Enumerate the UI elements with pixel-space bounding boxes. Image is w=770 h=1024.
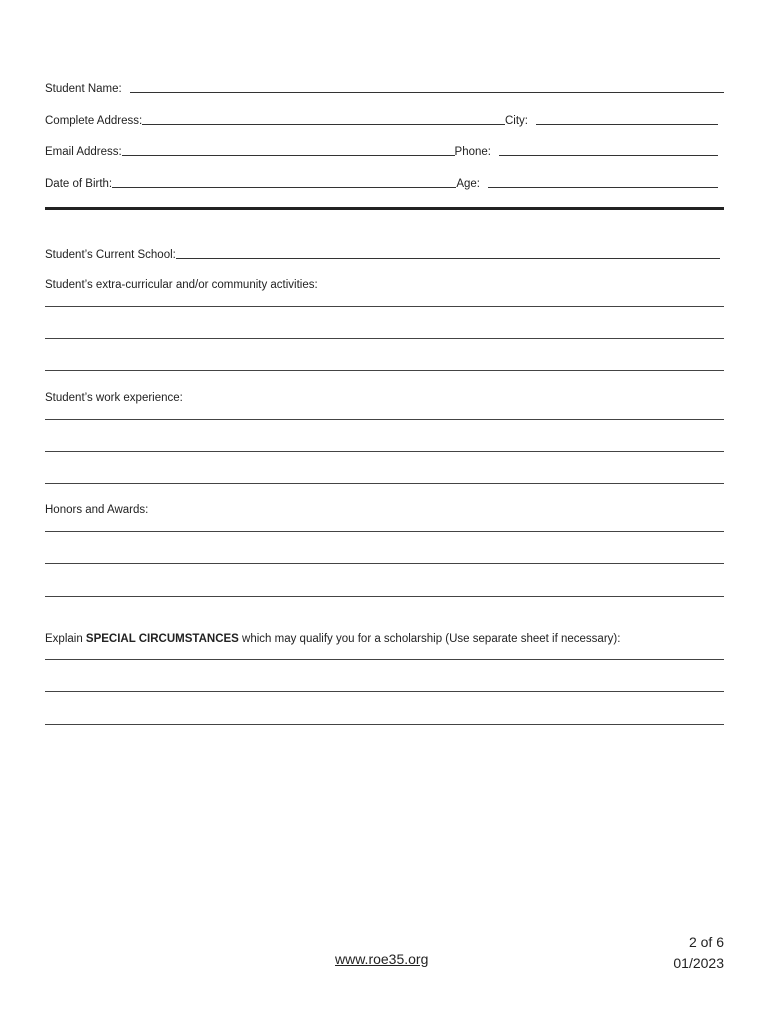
city-label: City:	[505, 115, 528, 127]
special-line-3[interactable]	[45, 724, 724, 725]
age-field[interactable]	[488, 187, 718, 188]
work-line-2[interactable]	[45, 451, 724, 452]
phone-field[interactable]	[499, 155, 718, 156]
address-row	[45, 111, 724, 127]
activities-line-1[interactable]	[45, 306, 724, 307]
special-suffix: which may qualify you for a scholarship (Use separate sheet if necessary):	[238, 633, 621, 645]
work-label: Student’s work experience:	[45, 392, 183, 404]
address-label: Complete Address:	[45, 115, 143, 127]
phone-label: Phone:	[454, 146, 491, 158]
school-row	[45, 245, 720, 261]
activities-line-3[interactable]	[45, 370, 724, 371]
activities-label: Student’s extra-curricular and/or community activities:	[45, 279, 318, 291]
student-name-field[interactable]	[130, 92, 724, 93]
honors-line-1[interactable]	[45, 531, 724, 532]
section-divider	[45, 207, 724, 210]
dob-field[interactable]	[112, 187, 456, 188]
special-bold: SPECIAL CIRCUMSTANCES	[85, 633, 239, 645]
school-field[interactable]	[176, 258, 720, 259]
student-name-row	[45, 79, 724, 95]
age-label: Age:	[456, 178, 480, 190]
address-field[interactable]	[142, 124, 505, 125]
revision-date: 01/2023	[673, 955, 724, 971]
dob-label: Date of Birth:	[45, 178, 113, 190]
page-info	[673, 932, 724, 974]
dob-row	[45, 174, 724, 190]
activities-line-2[interactable]	[45, 338, 724, 339]
school-label: Student’s Current School:	[45, 249, 176, 261]
website-link[interactable]: www.roe35.org	[335, 951, 429, 967]
special-prefix: Explain	[45, 633, 86, 645]
honors-line-3[interactable]	[45, 596, 724, 597]
honors-line-2[interactable]	[45, 563, 724, 564]
student-name-label: Student Name:	[45, 83, 122, 95]
work-line-3[interactable]	[45, 483, 724, 484]
special-line-2[interactable]	[45, 691, 724, 692]
special-line-1[interactable]	[45, 659, 724, 660]
email-field[interactable]	[122, 155, 455, 156]
email-label: Email Address:	[45, 146, 122, 158]
honors-label: Honors and Awards:	[45, 504, 149, 516]
work-line-1[interactable]	[45, 419, 724, 420]
city-field[interactable]	[536, 124, 718, 125]
special-circumstances-label	[45, 633, 620, 645]
email-row	[45, 142, 724, 158]
page-number: 2 of 6	[688, 934, 724, 950]
